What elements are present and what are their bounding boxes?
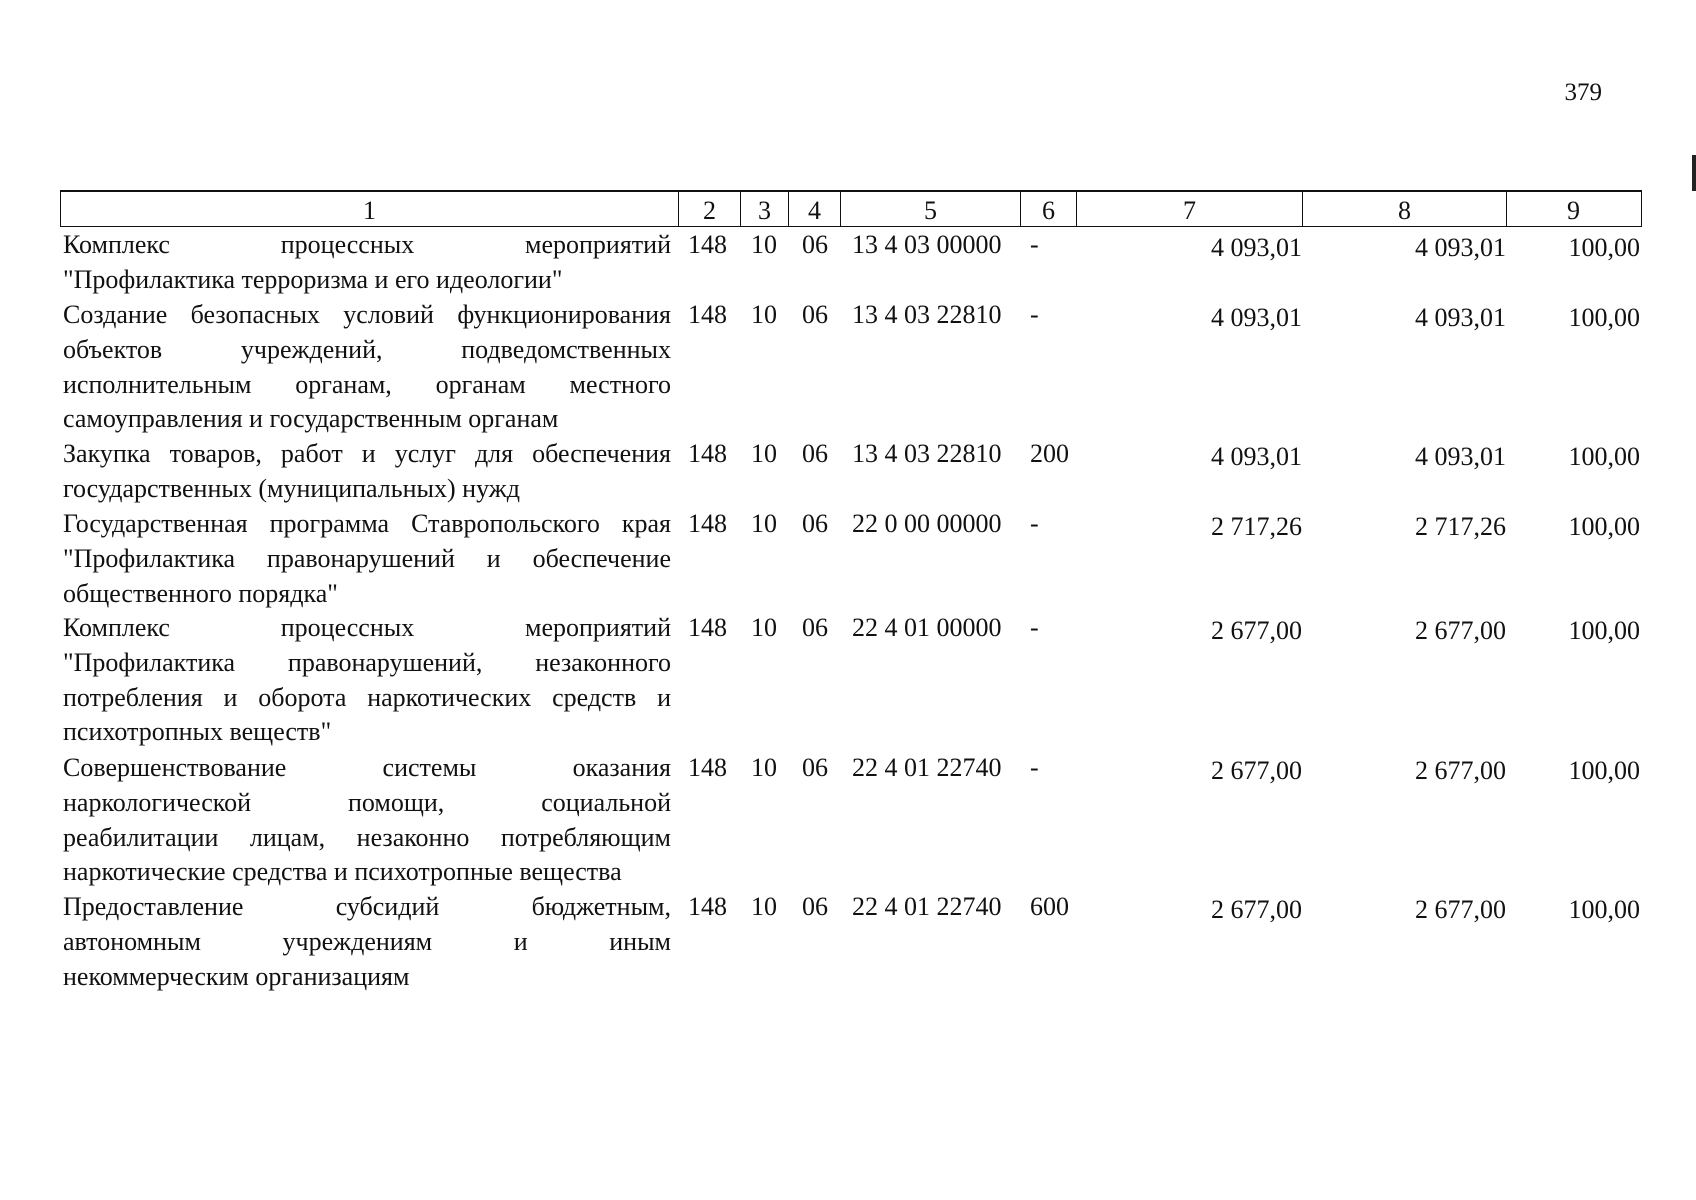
description-line: объектов учреждений, подведомственных [63, 334, 671, 364]
header-col-6: 6 [1020, 192, 1076, 226]
cell-col-8: 4 093,01 [1415, 442, 1506, 471]
cell-col-5: 22 4 01 22740 [852, 753, 1002, 782]
description-line: автономным учреждениям и иным [63, 926, 671, 956]
cell-col-3: 10 [751, 439, 777, 468]
cell-col-7: 2 677,00 [1211, 756, 1302, 785]
cell-col-5: 22 0 00 00000 [852, 509, 1002, 538]
cell-col-9: 100,00 [1568, 233, 1640, 262]
cell-col-6: 200 [1030, 439, 1069, 468]
cell-col-5: 13 4 03 00000 [852, 230, 1002, 259]
cell-col-4: 06 [802, 509, 828, 538]
description-line: общественного порядка" [63, 578, 338, 608]
cell-col-4: 06 [802, 300, 828, 329]
cell-col-3: 10 [751, 230, 777, 259]
cell-col-9: 100,00 [1568, 442, 1640, 471]
cell-col-6: - [1030, 230, 1039, 259]
description-line: государственных (муниципальных) нужд [63, 473, 520, 503]
cell-col-4: 06 [802, 613, 828, 642]
row-description [63, 611, 671, 750]
row-description [63, 890, 671, 994]
description-line: "Профилактика правонарушений, незаконного [63, 647, 671, 677]
scan-edge-mark [1692, 155, 1696, 191]
description-line: некоммерческим организациям [63, 961, 410, 991]
description-line: психотропных веществ" [63, 717, 332, 747]
cell-col-8: 2 717,26 [1415, 512, 1506, 541]
cell-col-2: 148 [688, 230, 727, 259]
cell-col-6: - [1030, 509, 1039, 538]
description-line: Комплекс процессных мероприятий [63, 230, 671, 259]
cell-col-3: 10 [751, 753, 777, 782]
row-description [63, 298, 671, 437]
description-line: Государственная программа Ставропольского края [63, 509, 671, 538]
header-col-2: 2 [678, 192, 740, 226]
cell-col-8: 2 677,00 [1415, 616, 1506, 645]
cell-col-4: 06 [802, 439, 828, 468]
header-col-8: 8 [1302, 192, 1506, 226]
header-col-3: 3 [740, 192, 788, 226]
description-line: реабилитации лицам, незаконно потребляющим [63, 822, 671, 852]
description-line: потребления и оборота наркотических средств и [63, 682, 671, 712]
cell-col-7: 2 717,26 [1211, 512, 1302, 541]
cell-col-9: 100,00 [1568, 303, 1640, 332]
page-number: 379 [1564, 79, 1602, 106]
table-header-row [60, 190, 1642, 227]
cell-col-3: 10 [751, 892, 777, 921]
cell-col-4: 06 [802, 230, 828, 259]
cell-col-2: 148 [688, 892, 727, 921]
cell-col-8: 4 093,01 [1415, 233, 1506, 262]
cell-col-7: 4 093,01 [1211, 233, 1302, 262]
cell-col-3: 10 [751, 509, 777, 538]
cell-col-6: - [1030, 613, 1039, 642]
description-line: наркотические средства и психотропные вещества [63, 857, 622, 887]
header-col-7: 7 [1076, 192, 1302, 226]
description-line: Предоставление субсидий бюджетным, [63, 892, 671, 921]
cell-col-6: 600 [1030, 892, 1069, 921]
cell-col-7: 4 093,01 [1211, 303, 1302, 332]
cell-col-8: 2 677,00 [1415, 756, 1506, 785]
cell-col-5: 22 4 01 00000 [852, 613, 1002, 642]
cell-col-2: 148 [688, 613, 727, 642]
description-line: Комплекс процессных мероприятий [63, 613, 671, 642]
cell-col-9: 100,00 [1568, 895, 1640, 924]
description-line: исполнительным органам, органам местного [63, 369, 671, 399]
header-col-4: 4 [788, 192, 840, 226]
description-line: наркологической помощи, социальной [63, 787, 671, 817]
cell-col-8: 2 677,00 [1415, 895, 1506, 924]
description-line: Создание безопасных условий функционирования [63, 300, 671, 329]
cell-col-5: 13 4 03 22810 [852, 300, 1002, 329]
description-line: Совершенствование системы оказания [63, 753, 671, 782]
cell-col-7: 2 677,00 [1211, 895, 1302, 924]
header-col-5: 5 [840, 192, 1020, 226]
description-line: самоуправления и государственным органам [63, 404, 559, 434]
row-description [63, 228, 671, 298]
cell-col-8: 4 093,01 [1415, 303, 1506, 332]
cell-col-4: 06 [802, 753, 828, 782]
cell-col-7: 2 677,00 [1211, 616, 1302, 645]
cell-col-3: 10 [751, 300, 777, 329]
cell-col-9: 100,00 [1568, 616, 1640, 645]
cell-col-7: 4 093,01 [1211, 442, 1302, 471]
header-col-9: 9 [1506, 192, 1640, 226]
cell-col-2: 148 [688, 300, 727, 329]
description-line: Закупка товаров, работ и услуг для обеспечения [63, 439, 671, 468]
cell-col-4: 06 [802, 892, 828, 921]
cell-col-3: 10 [751, 613, 777, 642]
row-description [63, 507, 671, 611]
description-line: "Профилактика правонарушений и обеспечение [63, 543, 671, 573]
cell-col-2: 148 [688, 439, 727, 468]
cell-col-2: 148 [688, 753, 727, 782]
header-col-1: 1 [363, 196, 376, 225]
cell-col-9: 100,00 [1568, 756, 1640, 785]
cell-col-9: 100,00 [1568, 512, 1640, 541]
cell-col-5: 22 4 01 22740 [852, 892, 1002, 921]
cell-col-2: 148 [688, 509, 727, 538]
cell-col-6: - [1030, 300, 1039, 329]
description-line: "Профилактика терроризма и его идеологии" [63, 264, 563, 294]
cell-col-5: 13 4 03 22810 [852, 439, 1002, 468]
row-description [63, 437, 671, 507]
cell-col-6: - [1030, 753, 1039, 782]
row-description [63, 751, 671, 890]
